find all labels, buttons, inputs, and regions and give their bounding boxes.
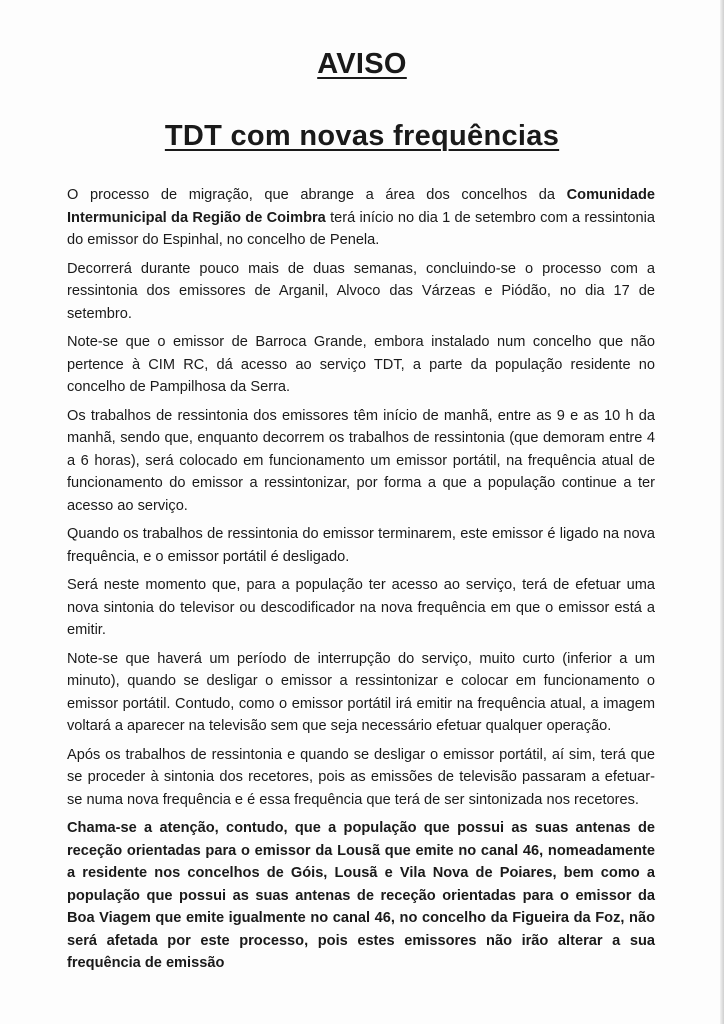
paragraph-1 xyxy=(67,184,655,252)
paragraph-9-bold: Chama-se a atenção, contudo, que a população que possui as suas antenas de receção orientadas para o emissor da Lousã que emite no canal 46, nomeadamente a residente nos concelhos de Góis, Lousã e Vila Nova de Poiares, bem como a população que possui as suas antenas de receção orientadas para o emissor da Boa Viagem que emite igualmente no canal 46, no concelho da Figueira da Foz, não será afetada por este processo, pois estes emissores não irão alterar a sua frequência de emissão xyxy=(67,820,655,971)
paragraph-7: Note-se que haverá um período de interrupção do serviço, muito curto (inferior a um minuto), quando se desligar o emissor a ressintonizar e colocar em funcionamento o emissor portátil. Contudo, como o emissor portátil irá emitir na frequência atual, a imagem voltará a aparecer na televisão sem que seja necessário efetuar qualquer operação. xyxy=(67,650,655,734)
paragraph-1-bold-entity: Comunidade Intermunicipal da Região de Coimbra xyxy=(67,187,655,226)
paragraph-4: Os trabalhos de ressintonia dos emissores têm início de manhã, entre as 9 e as 10 h da manhã, sendo que, enquanto decorrem os trabalhos de ressintonia (que demoram entre 4 a 6 horas), será colocado em funcionamento um emissor portátil, na frequência atual de funcionamento do emissor a ressintonizar, por forma a que a população continue a ter acesso ao serviço. xyxy=(67,407,655,514)
notice-title: AVISO xyxy=(317,48,407,80)
paragraph-1-text-end: terá início no dia 1 de setembro com a ressintonia do emissor do Espinhal, no concelho de Penela. xyxy=(67,209,655,248)
notice-body xyxy=(67,184,655,981)
paragraph-2: Decorrerá durante pouco mais de duas semanas, concluindo-se o processo com a ressintonia dos emissores de Arganil, Alvoco das Várzeas e Piódão, no dia 17 de setembro. xyxy=(67,260,655,322)
paragraph-8: Após os trabalhos de ressintonia e quando se desligar o emissor portátil, aí sim, terá que se proceder à sintonia dos recetores, pois as emissões de televisão passaram a efetuar-se numa nova frequência e é essa frequência que terá de ser sintonizada nos recetores. xyxy=(67,746,655,808)
paragraph-1-text-start: O processo de migração, que abrange a área dos concelhos da xyxy=(67,187,567,203)
paragraph-3: Note-se que o emissor de Barroca Grande, embora instalado num concelho que não pertence à CIM RC, dá acesso ao serviço TDT, a parte da população residente no concelho de Pampilhosa da Serra. xyxy=(67,334,655,395)
paragraph-6: Será neste momento que, para a população ter acesso ao serviço, terá de efetuar uma nova sintonia do televisor ou descodificador na nova frequência em que o emissor está a emitir. xyxy=(67,577,655,638)
notice-subtitle: TDT com novas frequências xyxy=(164,120,560,152)
page-edge xyxy=(720,0,724,1024)
paragraph-5: Quando os trabalhos de ressintonia do emissor terminarem, este emissor é ligado na nova frequência, e o emissor portátil é desligado. xyxy=(67,526,655,565)
